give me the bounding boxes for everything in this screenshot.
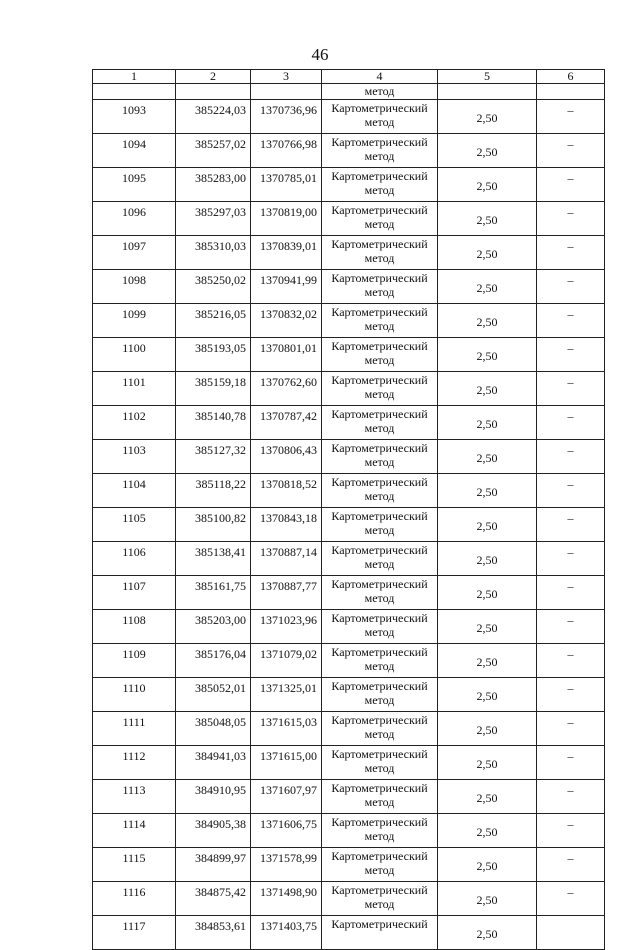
point-number: 1094 <box>93 134 176 168</box>
point-number: 1109 <box>93 644 176 678</box>
method-label-line2: метод <box>364 217 395 231</box>
method-label-line1: Картометрический <box>331 509 428 523</box>
method-label-line1: Картометрический <box>331 475 428 489</box>
y-coordinate: 1370801,01 <box>251 338 322 372</box>
method-cell <box>322 712 438 746</box>
point-number: 1114 <box>93 814 176 848</box>
note-cell: – <box>537 406 605 440</box>
column-header: 5 <box>438 70 537 84</box>
note-cell: – <box>537 338 605 372</box>
y-coordinate: 1371079,02 <box>251 644 322 678</box>
y-coordinate: 1370843,18 <box>251 508 322 542</box>
continuation-row <box>93 84 605 100</box>
point-number: 1098 <box>93 270 176 304</box>
x-coordinate: 385052,01 <box>176 678 251 712</box>
method-label-line1: Картометрический <box>331 611 428 625</box>
x-coordinate: 384853,61 <box>176 916 251 950</box>
x-coordinate: 384875,42 <box>176 882 251 916</box>
method-label-line1: Картометрический <box>331 679 428 693</box>
accuracy-value: 2,50 <box>438 610 537 644</box>
point-number: 1116 <box>93 882 176 916</box>
method-label-line2: метод <box>364 659 395 673</box>
note-cell: – <box>537 712 605 746</box>
table-row <box>93 780 605 814</box>
point-number: 1113 <box>93 780 176 814</box>
note-cell: – <box>537 168 605 202</box>
note-cell: – <box>537 474 605 508</box>
note-cell <box>537 916 605 950</box>
note-cell: – <box>537 780 605 814</box>
x-coordinate: 385224,03 <box>176 100 251 134</box>
accuracy-value: 2,50 <box>438 100 537 134</box>
method-label-line2: метод <box>364 863 395 877</box>
y-coordinate: 1370839,01 <box>251 236 322 270</box>
point-number: 1106 <box>93 542 176 576</box>
method-cell <box>322 678 438 712</box>
point-number: 1097 <box>93 236 176 270</box>
x-coordinate: 385138,41 <box>176 542 251 576</box>
note-cell: – <box>537 576 605 610</box>
point-number: 1096 <box>93 202 176 236</box>
x-coordinate: 385193,05 <box>176 338 251 372</box>
method-label-line2: метод <box>364 693 395 707</box>
note-cell: – <box>537 202 605 236</box>
method-label-line1: Картометрический <box>331 849 428 863</box>
point-number: 1103 <box>93 440 176 474</box>
x-coordinate: 385310,03 <box>176 236 251 270</box>
note-cell: – <box>537 270 605 304</box>
method-label-line1: Картометрический <box>331 135 428 149</box>
method-label-line2: метод <box>364 251 395 265</box>
point-number: 1104 <box>93 474 176 508</box>
table-row <box>93 610 605 644</box>
point-number: 1095 <box>93 168 176 202</box>
x-coordinate: 385100,82 <box>176 508 251 542</box>
accuracy-value: 2,50 <box>438 372 537 406</box>
method-cell <box>322 474 438 508</box>
method-cell <box>322 882 438 916</box>
y-coordinate: 1371578,99 <box>251 848 322 882</box>
method-label-line1: Картометрический <box>331 169 428 183</box>
accuracy-value: 2,50 <box>438 134 537 168</box>
method-cell <box>322 100 438 134</box>
point-number: 1101 <box>93 372 176 406</box>
method-label-line1: Картометрический <box>331 883 428 897</box>
method-label-line1: Картометрический <box>331 815 428 829</box>
y-coordinate: 1370785,01 <box>251 168 322 202</box>
accuracy-value: 2,50 <box>438 304 537 338</box>
table-row <box>93 100 605 134</box>
y-coordinate: 1371615,03 <box>251 712 322 746</box>
method-label-line2: метод <box>364 727 395 741</box>
accuracy-value: 2,50 <box>438 712 537 746</box>
y-coordinate: 1370787,42 <box>251 406 322 440</box>
note-cell: – <box>537 848 605 882</box>
y-coordinate: 1371023,96 <box>251 610 322 644</box>
method-cell <box>322 236 438 270</box>
column-header: 3 <box>251 70 322 84</box>
method-cell <box>322 780 438 814</box>
x-coordinate: 384899,97 <box>176 848 251 882</box>
y-coordinate: 1370818,52 <box>251 474 322 508</box>
point-number: 1108 <box>93 610 176 644</box>
table-row <box>93 168 605 202</box>
method-label-line2: метод <box>364 761 395 775</box>
method-label-line2: метод <box>364 489 395 503</box>
table-row <box>93 304 605 338</box>
method-label-line2: метод <box>364 557 395 571</box>
x-coordinate: 384941,03 <box>176 746 251 780</box>
method-label-line2: метод <box>364 149 395 163</box>
point-number: 1110 <box>93 678 176 712</box>
table-row <box>93 678 605 712</box>
method-label-line1: Картометрический <box>331 917 428 931</box>
accuracy-value: 2,50 <box>438 780 537 814</box>
table-row <box>93 270 605 304</box>
column-header: 2 <box>176 70 251 84</box>
method-label-line1: Картометрический <box>331 747 428 761</box>
method-cell <box>322 576 438 610</box>
table-row <box>93 406 605 440</box>
accuracy-value: 2,50 <box>438 678 537 712</box>
method-cell <box>322 338 438 372</box>
accuracy-value: 2,50 <box>438 576 537 610</box>
note-cell: – <box>537 508 605 542</box>
y-coordinate: 1370887,77 <box>251 576 322 610</box>
y-coordinate: 1371498,90 <box>251 882 322 916</box>
method-cell <box>322 440 438 474</box>
method-label-line2: метод <box>364 625 395 639</box>
x-coordinate: 384905,38 <box>176 814 251 848</box>
note-cell: – <box>537 644 605 678</box>
method-cell <box>322 916 438 950</box>
note-cell: – <box>537 236 605 270</box>
table-header-row <box>93 70 605 84</box>
method-cell <box>322 508 438 542</box>
method-label-line2: метод <box>364 523 395 537</box>
note-cell: – <box>537 610 605 644</box>
accuracy-value: 2,50 <box>438 474 537 508</box>
coordinates-table <box>92 69 605 950</box>
accuracy-value: 2,50 <box>438 440 537 474</box>
method-label-line2: метод <box>364 387 395 401</box>
y-coordinate: 1370806,43 <box>251 440 322 474</box>
method-label-line1: Картометрический <box>331 407 428 421</box>
y-coordinate: 1371606,75 <box>251 814 322 848</box>
point-number: 1099 <box>93 304 176 338</box>
accuracy-value: 2,50 <box>438 338 537 372</box>
y-coordinate: 1370832,02 <box>251 304 322 338</box>
point-number: 1093 <box>93 100 176 134</box>
method-label-line1: Картометрический <box>331 237 428 251</box>
point-number: 1111 <box>93 712 176 746</box>
method-cell <box>322 406 438 440</box>
y-coordinate: 1370766,98 <box>251 134 322 168</box>
y-coordinate: 1371325,01 <box>251 678 322 712</box>
method-cell <box>322 814 438 848</box>
method-continuation: метод <box>322 84 438 100</box>
method-label-line2: метод <box>364 795 395 809</box>
accuracy-value: 2,50 <box>438 644 537 678</box>
method-cell <box>322 848 438 882</box>
point-number: 1112 <box>93 746 176 780</box>
method-cell <box>322 372 438 406</box>
column-header: 4 <box>322 70 438 84</box>
method-label-line1: Картометрический <box>331 203 428 217</box>
accuracy-value: 2,50 <box>438 848 537 882</box>
method-label-line1: Картометрический <box>331 441 428 455</box>
x-coordinate: 385048,05 <box>176 712 251 746</box>
note-cell: – <box>537 678 605 712</box>
table-row <box>93 644 605 678</box>
method-label-line2: метод <box>364 285 395 299</box>
method-label-line1: Картометрический <box>331 713 428 727</box>
table-row <box>93 542 605 576</box>
note-cell: – <box>537 100 605 134</box>
method-label-line1: Картометрический <box>331 543 428 557</box>
y-coordinate: 1371403,75 <box>251 916 322 950</box>
table-row <box>93 814 605 848</box>
table-row <box>93 202 605 236</box>
note-cell: – <box>537 134 605 168</box>
method-label-line2: метод <box>364 319 395 333</box>
accuracy-value: 2,50 <box>438 508 537 542</box>
note-cell: – <box>537 814 605 848</box>
accuracy-value: 2,50 <box>438 882 537 916</box>
point-number: 1102 <box>93 406 176 440</box>
note-cell: – <box>537 882 605 916</box>
note-cell: – <box>537 372 605 406</box>
table-row <box>93 916 605 950</box>
method-cell <box>322 134 438 168</box>
table-row <box>93 882 605 916</box>
x-coordinate: 385250,02 <box>176 270 251 304</box>
method-label-line1: Картометрический <box>331 373 428 387</box>
method-label-line2: метод <box>364 591 395 605</box>
y-coordinate: 1371607,97 <box>251 780 322 814</box>
x-coordinate: 385297,03 <box>176 202 251 236</box>
method-label-line2: метод <box>364 353 395 367</box>
method-label-line1: Картометрический <box>331 781 428 795</box>
x-coordinate: 385257,02 <box>176 134 251 168</box>
method-label-line2: метод <box>364 455 395 469</box>
x-coordinate: 384910,95 <box>176 780 251 814</box>
method-cell <box>322 304 438 338</box>
accuracy-value: 2,50 <box>438 746 537 780</box>
page-number: 46 <box>311 45 329 64</box>
x-coordinate: 385118,22 <box>176 474 251 508</box>
method-cell <box>322 542 438 576</box>
x-coordinate: 385159,18 <box>176 372 251 406</box>
table-row <box>93 134 605 168</box>
x-coordinate: 385127,32 <box>176 440 251 474</box>
method-label-line1: Картометрический <box>331 271 428 285</box>
method-label-line2: метод <box>364 115 395 129</box>
x-coordinate: 385176,04 <box>176 644 251 678</box>
table-row <box>93 508 605 542</box>
method-label-line2: метод <box>364 421 395 435</box>
accuracy-value: 2,50 <box>438 168 537 202</box>
method-cell <box>322 746 438 780</box>
table-row <box>93 440 605 474</box>
table-row <box>93 576 605 610</box>
method-label-line1: Картометрический <box>331 339 428 353</box>
y-coordinate: 1371615,00 <box>251 746 322 780</box>
y-coordinate: 1370941,99 <box>251 270 322 304</box>
table-row <box>93 236 605 270</box>
note-cell: – <box>537 304 605 338</box>
point-number: 1105 <box>93 508 176 542</box>
table-row <box>93 848 605 882</box>
accuracy-value: 2,50 <box>438 270 537 304</box>
y-coordinate: 1370819,00 <box>251 202 322 236</box>
column-header: 1 <box>93 70 176 84</box>
method-label-line2: метод <box>364 897 395 911</box>
table-row <box>93 338 605 372</box>
x-coordinate: 385140,78 <box>176 406 251 440</box>
x-coordinate: 385216,05 <box>176 304 251 338</box>
x-coordinate: 385283,00 <box>176 168 251 202</box>
column-header: 6 <box>537 70 605 84</box>
method-label-line2: метод <box>364 829 395 843</box>
method-label-line2: метод <box>364 183 395 197</box>
table-row <box>93 372 605 406</box>
point-number: 1115 <box>93 848 176 882</box>
method-label-line1: Картометрический <box>331 305 428 319</box>
x-coordinate: 385203,00 <box>176 610 251 644</box>
note-cell: – <box>537 542 605 576</box>
y-coordinate: 1370887,14 <box>251 542 322 576</box>
method-label-line1: Картометрический <box>331 101 428 115</box>
table-row <box>93 712 605 746</box>
accuracy-value: 2,50 <box>438 202 537 236</box>
x-coordinate: 385161,75 <box>176 576 251 610</box>
table-row <box>93 746 605 780</box>
note-cell: – <box>537 746 605 780</box>
method-cell <box>322 270 438 304</box>
accuracy-value: 2,50 <box>438 542 537 576</box>
method-label-line1: Картометрический <box>331 577 428 591</box>
method-cell <box>322 644 438 678</box>
accuracy-value: 2,50 <box>438 406 537 440</box>
y-coordinate: 1370736,96 <box>251 100 322 134</box>
point-number: 1100 <box>93 338 176 372</box>
method-cell <box>322 202 438 236</box>
method-cell <box>322 610 438 644</box>
point-number: 1117 <box>93 916 176 950</box>
accuracy-value: 2,50 <box>438 814 537 848</box>
table-row <box>93 474 605 508</box>
y-coordinate: 1370762,60 <box>251 372 322 406</box>
note-cell: – <box>537 440 605 474</box>
point-number: 1107 <box>93 576 176 610</box>
method-cell <box>322 168 438 202</box>
method-label-line1: Картометрический <box>331 645 428 659</box>
accuracy-value: 2,50 <box>438 236 537 270</box>
accuracy-value: 2,50 <box>438 916 537 950</box>
